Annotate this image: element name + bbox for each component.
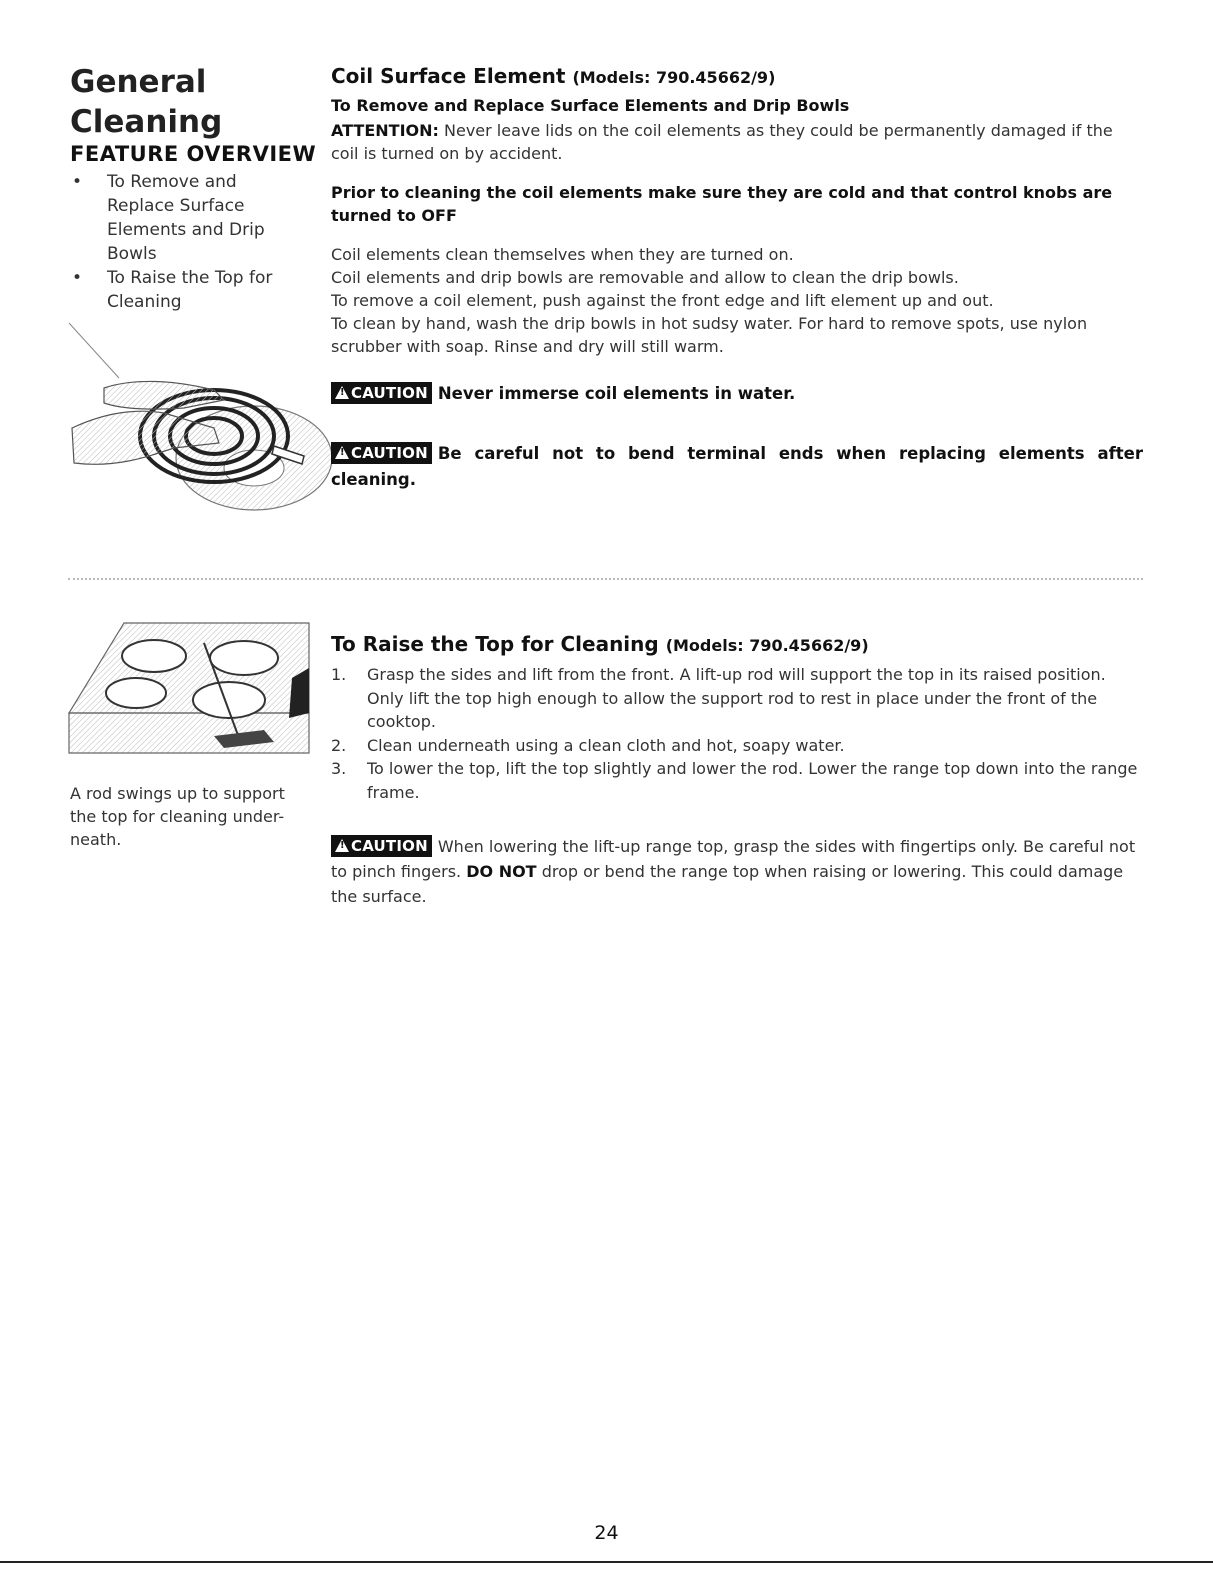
coil-instructions: Coil elements clean themselves when they are turned on. Coil elements and drip bowls are removable and allow to clean the drip bowls. To remove a coil element, push against the front edge and lift element up and out. To clean by hand, wash the drip bowls in hot sudsy water. For hard to remove spots, use nylon scrubber with soap. Rinse and dry will still warm.	[331, 245, 1088, 356]
caution-badge: !CAUTION	[331, 382, 432, 404]
warning-triangle-icon	[335, 446, 349, 459]
raised-cooktop-illustration	[64, 618, 314, 778]
coil-element-illustration	[64, 318, 334, 518]
caution-immerse: !CAUTION Never immerse coil elements in water.	[331, 381, 1143, 407]
section-divider	[68, 578, 1143, 580]
feature-overview-heading: FEATURE OVERVIEW	[70, 142, 317, 166]
feature-overview-list	[70, 170, 300, 314]
list-item: • To Raise the Top for Cleaning	[70, 266, 300, 314]
raise-section-heading: To Raise the Top for Cleaning (Models: 790.45662/9)	[331, 632, 869, 656]
warning-triangle-icon	[335, 386, 349, 399]
page-number: 24	[594, 1522, 619, 1544]
prior-cleaning-note: Prior to cleaning the coil elements make sure they are cold and that control knobs are turned to OFF	[331, 183, 1113, 225]
raise-steps-list	[331, 663, 1143, 804]
caution-lift-up-top: !CAUTION When lowering the lift-up range top, grasp the sides with fingertips only. Be careful not to pinch fingers. DO NOT drop or bend the range top when raising or lowering. This could damage the surface.	[331, 834, 1143, 909]
list-item: 1. Grasp the sides and lift from the front. A lift-up rod will support the top in its raised position. Only lift the top high enough to allow the support rod to rest in place under the front of the cooktop.	[331, 665, 1106, 731]
caution-badge: !CAUTION	[331, 442, 432, 464]
page-title: General Cleaning	[70, 64, 223, 140]
list-item: 2. Clean underneath using a clean cloth and hot, soapy water.	[331, 735, 845, 755]
warning-triangle-icon	[335, 839, 349, 852]
coil-section-heading: Coil Surface Element (Models: 790.45662/9)	[331, 64, 776, 88]
list-item: 3. To lower the top, lift the top slightly and lower the rod. Lower the range top down into the range frame.	[331, 759, 1138, 802]
coil-subheading: To Remove and Replace Surface Elements and Drip Bowls	[331, 96, 850, 115]
list-item: • To Remove and Replace Surface Elements and Drip Bowls	[70, 170, 300, 266]
caution-badge: !CAUTION	[331, 835, 432, 857]
illustration-caption: A rod swings up to support the top for cleaning under-neath.	[70, 784, 285, 849]
attention-paragraph: ATTENTION: Never leave lids on the coil elements as they could be permanently damaged if the coil is turned on by accident.	[331, 121, 1113, 163]
bottom-rule	[0, 1561, 1213, 1563]
caution-terminal-ends: !CAUTION Be careful not to bend terminal ends when replacing elements after cleaning.	[331, 441, 1143, 493]
